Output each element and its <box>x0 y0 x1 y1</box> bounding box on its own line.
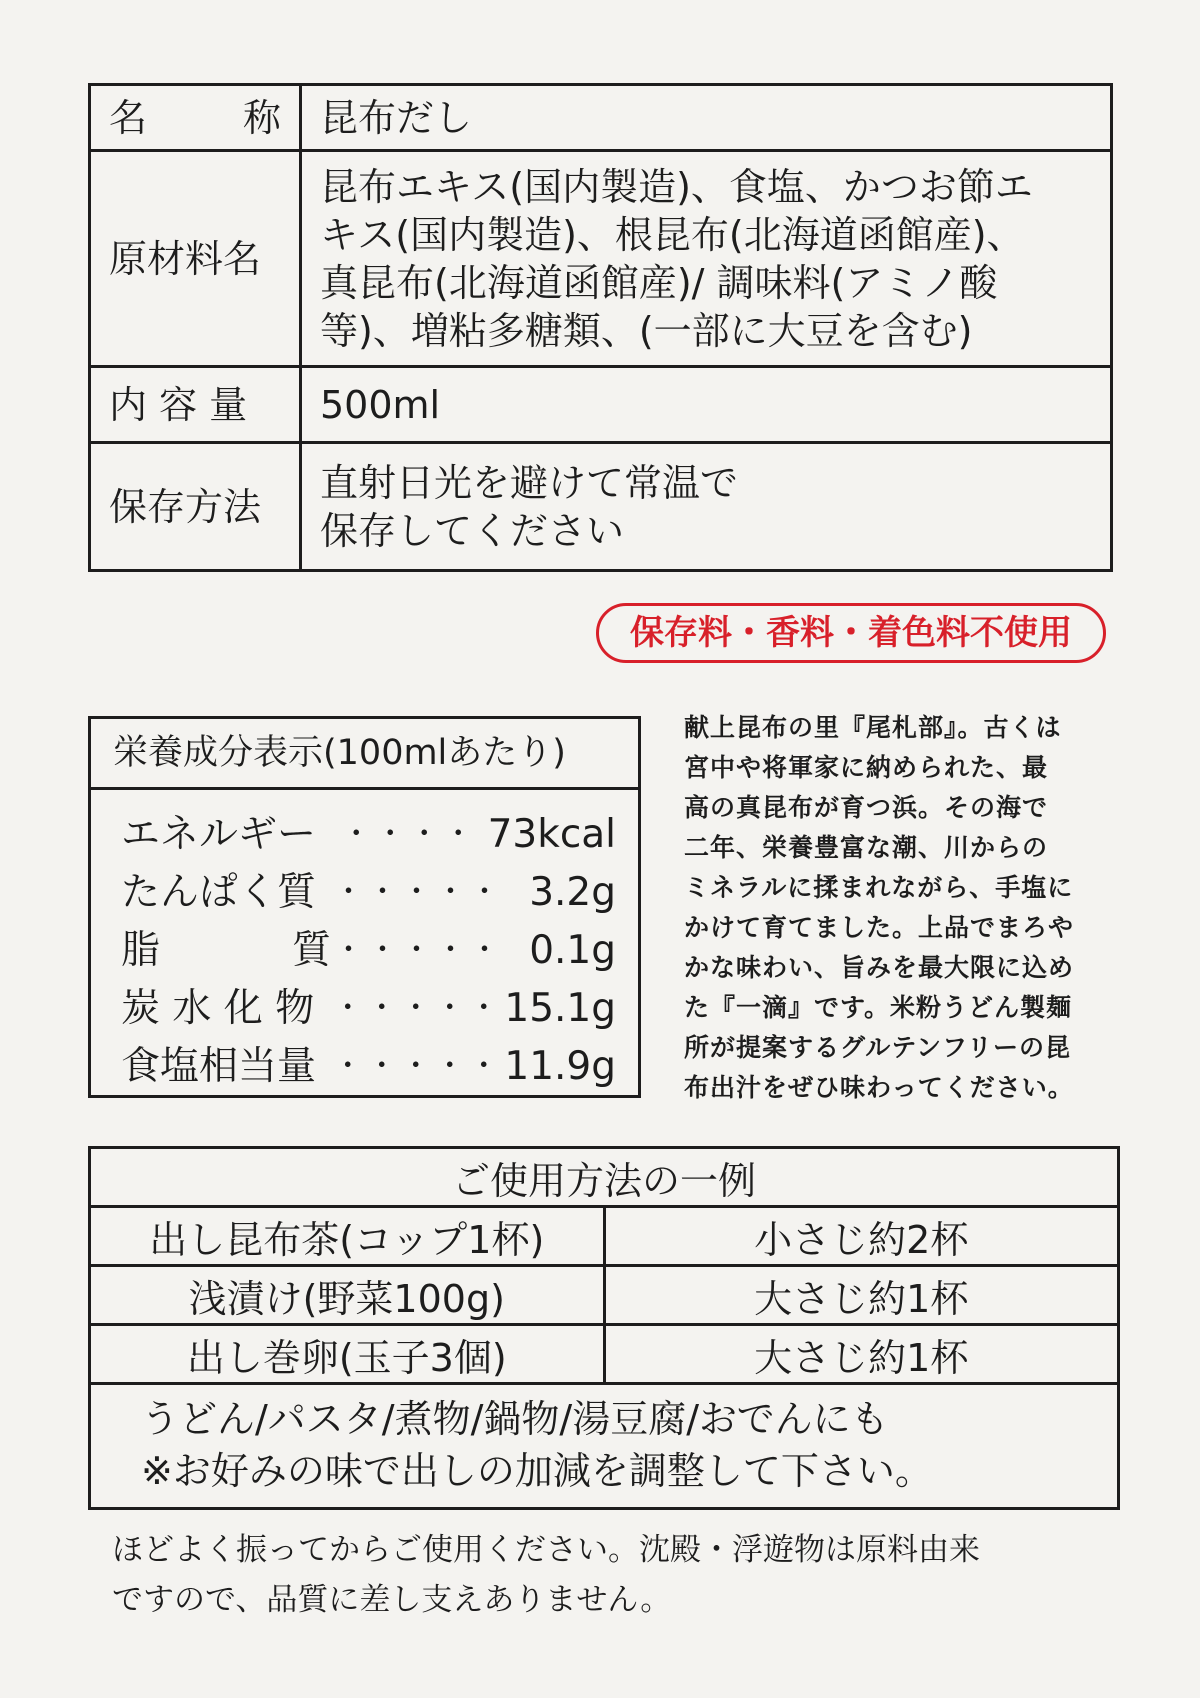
name-label-char-1: 名 <box>109 95 148 140</box>
nutrient-name: 食塩相当量 <box>121 1044 317 1089</box>
footer-line: ですので、品質に差し支えありません。 <box>112 1582 672 1618</box>
leader-dots: ・・・・・ <box>333 933 504 968</box>
nutrient-name: たんぱく質 <box>121 870 317 915</box>
ingredients-line: 真昆布(北海道函館産)/ 調味料(アミノ酸 <box>320 260 998 305</box>
ingredients-line: 等)、増粘多糖類、(一部に大豆を含む) <box>320 308 973 353</box>
nutrient-name-part: 質 <box>291 928 331 973</box>
nutrition-title: 栄養成分表示(100mlあたり) <box>91 719 638 790</box>
nutrient-name <box>121 923 331 979</box>
storage-value <box>301 443 1112 571</box>
product-name: 昆布だし <box>301 85 1112 151</box>
usage-notes <box>90 1384 1119 1509</box>
story-line: 高の真昆布が育つ浜。その海で <box>684 793 1049 822</box>
usage-amount: 小さじ約2杯 <box>604 1207 1119 1266</box>
footer-line: ほどよく振ってからご使用ください。沈殿・浮遊物は原料由来 <box>112 1532 980 1568</box>
no-additives-badge: 保存料・香料・着色料不使用 <box>596 603 1106 663</box>
usage-item: 出し昆布茶(コップ1杯) <box>90 1207 605 1266</box>
story-line: 所が提案するグルテンフリーの昆 <box>684 1033 1072 1062</box>
nutrient-value: 73kcal <box>487 812 616 857</box>
story-line: 宮中や将軍家に納められた、最 <box>684 753 1049 782</box>
nutrient-value: 3.2g <box>529 870 616 915</box>
nutrient-name: エネルギー <box>121 812 317 857</box>
usage-amount: 大さじ約1杯 <box>604 1266 1119 1325</box>
usage-item: 浅漬け(野菜100g) <box>90 1266 605 1325</box>
volume-label: 内 容 量 <box>90 367 301 443</box>
product-story <box>684 708 1104 1108</box>
ingredients-line: 昆布エキス(国内製造)、食塩、かつお節エ <box>320 164 1033 209</box>
ingredients-label: 原材料名 <box>90 151 301 367</box>
story-line: 献上昆布の里『尾札部』。古くは <box>684 713 1062 742</box>
nutrition-row-energy <box>121 807 616 863</box>
nutrient-value: 15.1g <box>504 986 616 1031</box>
story-line: かけて育てました。上品でまろや <box>684 913 1075 942</box>
leader-dots: ・・・・ <box>341 817 478 852</box>
nutrient-name: 炭 水 化 物 <box>121 986 315 1031</box>
storage-line: 直射日光を避けて常温で <box>320 460 739 505</box>
story-line: 二年、栄養豊富な潮、川からの <box>684 833 1049 862</box>
storage-line: 保存してください <box>320 508 625 553</box>
usage-amount: 大さじ約1杯 <box>604 1325 1119 1384</box>
shake-notice <box>112 1525 1112 1625</box>
nutrient-value: 0.1g <box>529 928 616 973</box>
nutrition-row-protein <box>121 865 616 921</box>
storage-label: 保存方法 <box>90 443 301 571</box>
name-label-cell <box>90 85 301 151</box>
ingredients-value <box>301 151 1112 367</box>
leader-dots: ・・・・・ <box>332 1049 503 1084</box>
usage-examples-table <box>88 1146 1120 1510</box>
ingredients-line: キス(国内製造)、根昆布(北海道函館産)、 <box>320 212 1025 257</box>
story-line: かな味わい、旨みを最大限に込め <box>684 953 1075 982</box>
volume-value: 500ml <box>301 367 1112 443</box>
name-label-char-2: 称 <box>242 95 281 140</box>
story-line: 布出汁をぜひ味わってください。 <box>684 1073 1074 1102</box>
usage-item: 出し巻卵(玉子3個) <box>90 1325 605 1384</box>
nutrient-name-part: 脂 <box>121 928 161 973</box>
leader-dots: ・・・・・ <box>333 875 504 910</box>
story-line: ミネラルに揉まれながら、手塩に <box>684 873 1074 902</box>
usage-note-adjust: ※お好みの味で出しの加減を調整して下さい。 <box>141 1449 933 1493</box>
product-info-table <box>88 83 1113 572</box>
nutrition-facts-box <box>88 716 641 1098</box>
usage-title: ご使用方法の一例 <box>90 1148 1119 1207</box>
usage-note-dishes: うどん/パスタ/煮物/鍋物/湯豆腐/おでんにも <box>141 1397 889 1441</box>
nutrition-row-carbohydrate <box>121 981 616 1037</box>
nutrition-row-salt <box>121 1039 616 1095</box>
story-line: た『一滴』です。米粉うどん製麺 <box>684 993 1073 1022</box>
nutrition-row-fat <box>121 923 616 979</box>
leader-dots: ・・・・・ <box>332 991 503 1026</box>
nutrient-value: 11.9g <box>504 1044 616 1089</box>
